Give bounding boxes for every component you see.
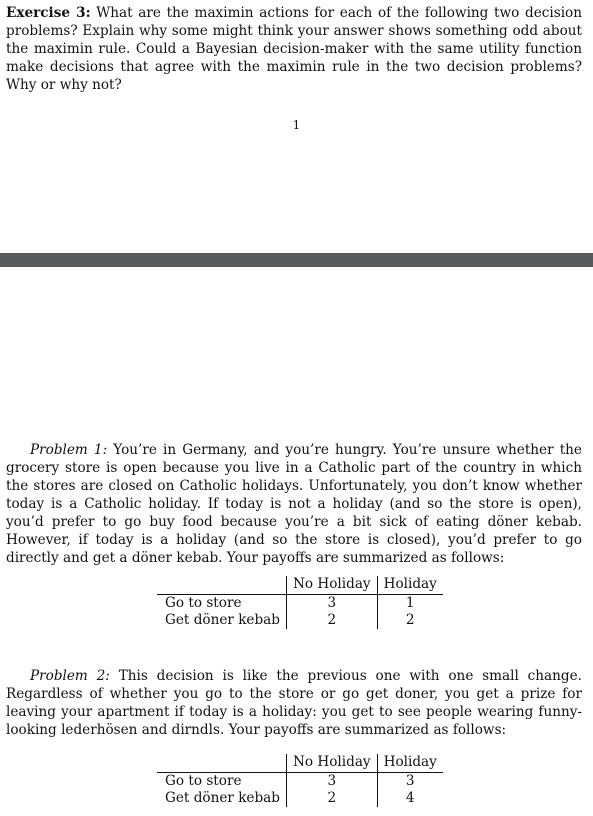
- row-label: Get döner kebab: [165, 612, 280, 628]
- problem-1-payoff-table: [157, 576, 443, 629]
- payoff-cell: 2: [286, 612, 377, 629]
- payoff-cell: 4: [377, 790, 443, 807]
- exercise-label: Exercise 3:: [6, 5, 91, 21]
- page-1: [0, 0, 593, 253]
- row-label: Go to store: [157, 595, 286, 613]
- exercise-paragraph: [6, 4, 582, 94]
- problem-2-label: Problem 2:: [30, 668, 110, 684]
- table-row: [157, 612, 443, 629]
- column-header: No Holiday: [286, 576, 377, 595]
- problem-1-label: Problem 1:: [30, 442, 108, 458]
- problem-2-payoff-table: [157, 754, 443, 807]
- problem-2-text: This decision is like the previous one with one small change. Regardless of whether you go to the store or go get doner, you get a prize for leaving your apartment if today is a holiday: you get to see people wearing funny-looking lederhösen and dirndls. Your payoffs are summarized as follows:: [6, 668, 582, 738]
- payoff-cell: 2: [286, 790, 377, 807]
- page-number: 1: [292, 118, 301, 132]
- page-separator: [0, 253, 593, 267]
- problem-1-paragraph: [6, 441, 582, 567]
- payoff-cell: 2: [377, 612, 443, 629]
- row-label: Go to store: [157, 773, 286, 791]
- table-row: [157, 595, 443, 613]
- column-header: Holiday: [377, 754, 443, 773]
- exercise-text: What are the maximin actions for each of the following two decision problems? Explain why some might think your answer shows something odd about the maximin rule. Could a Bayesian decision-maker with the same utility function make decisions that agree with the maximin rule in the two decision problems? Why or why not?: [6, 5, 582, 93]
- payoff-cell: 3: [286, 773, 377, 791]
- column-header: No Holiday: [286, 754, 377, 773]
- column-header: Holiday: [377, 576, 443, 595]
- payoff-cell: 1: [377, 595, 443, 613]
- problem-1-text: You’re in Germany, and you’re hungry. You’re unsure whether the grocery store is open because you live in a Catholic part of the country in which the stores are closed on Catholic holidays. Unfortunately, you don’t know whether today is a Catholic holiday. If today is not a holiday (and so the store is open), you’d prefer to go buy food because you’re a bit sick of eating döner kebab. However, if today is a holiday (and so the store is closed), you’d prefer to go directly and get a döner kebab. Your payoffs are summarized as follows:: [6, 442, 582, 566]
- table-row: [157, 790, 443, 807]
- problem-2-paragraph: [6, 667, 582, 739]
- table-row: [157, 773, 443, 791]
- payoff-cell: 3: [377, 773, 443, 791]
- row-label: Get döner kebab: [165, 790, 280, 806]
- payoff-cell: 3: [286, 595, 377, 613]
